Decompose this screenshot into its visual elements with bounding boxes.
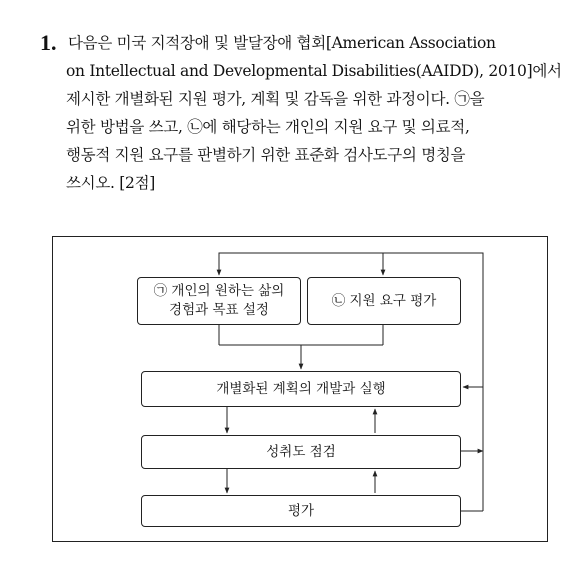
question-line-2: on Intellectual and Developmental Disabilities(AAIDD), 2010]에서 — [66, 62, 562, 80]
question-line-1: 다음은 미국 지적장애 및 발달장애 협회[American Association — [68, 34, 496, 52]
plan-development-box — [141, 371, 461, 407]
support-needs-label: ㉡ 지원 요구 평가 — [331, 292, 437, 309]
question-line-3: 제시한 개별화된 지원 평가, 계획 및 감독을 위한 과정이다. ㉠을 — [66, 90, 485, 108]
evaluation-label: 평가 — [287, 502, 315, 519]
goal-setting-line-1: ㉠ 개인의 원하는 삶의 — [153, 283, 285, 299]
progress-monitoring-box — [141, 435, 461, 469]
question-number: 1. — [40, 30, 57, 55]
plan-development-label: 개별화된 계획의 개발과 실행 — [216, 380, 386, 397]
question-line-5: 행동적 지원 요구를 판별하기 위한 표준화 검사도구의 명칭을 — [66, 146, 466, 164]
question-line-4: 위한 방법을 쓰고, ㉡에 해당하는 개인의 지원 요구 및 의료적, — [66, 118, 470, 136]
goal-setting-box — [137, 277, 301, 325]
evaluation-box — [141, 495, 461, 527]
support-needs-assessment-box — [307, 277, 461, 325]
goal-setting-line-2: 경험과 목표 설정 — [169, 302, 269, 318]
question-line-6: 쓰시오. [2점] — [66, 174, 156, 192]
process-diagram — [52, 236, 548, 542]
progress-monitoring-label: 성취도 점검 — [266, 443, 336, 460]
